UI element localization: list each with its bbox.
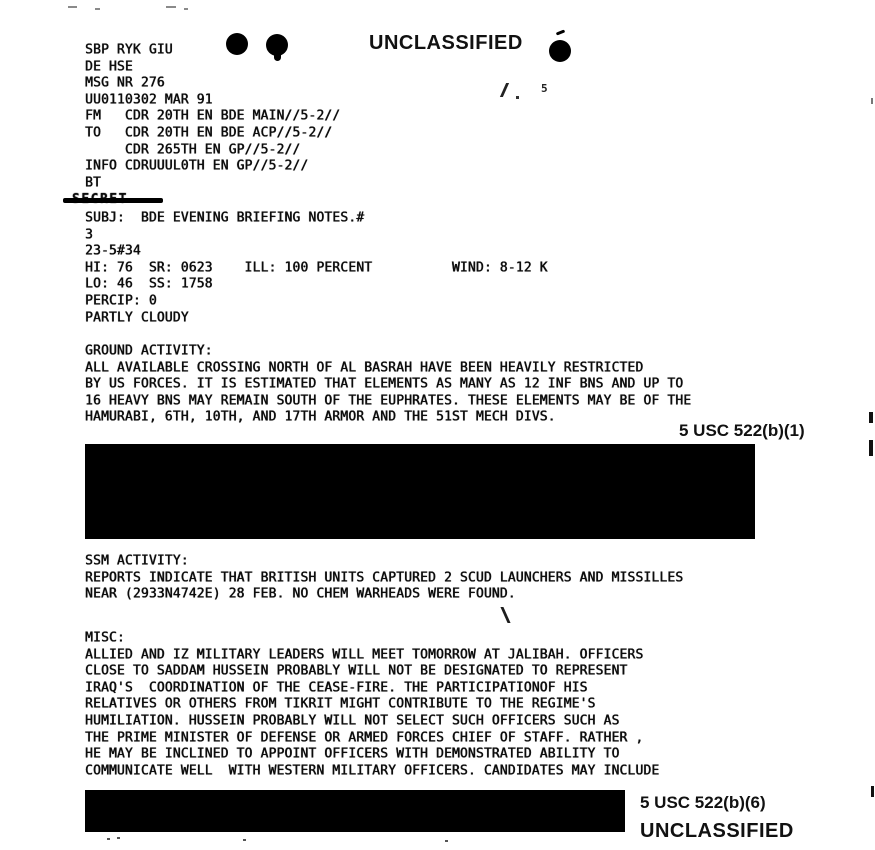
- scan-noise-dot: [243, 839, 246, 841]
- telex-line: UU0110302 MAR 91: [85, 91, 213, 108]
- scan-noise-glyph: 5: [541, 82, 548, 95]
- redaction-block-1: [85, 444, 755, 539]
- scan-noise-dot: [117, 837, 120, 839]
- ssm-activity-section: [85, 553, 683, 603]
- telex-line: BY US FORCES. IT IS ESTIMATED THAT ELEMENTS AS MANY AS 12 INF BNS AND UP TO: [85, 376, 684, 392]
- scan-edge-mark: [869, 440, 873, 456]
- scan-noise-dash: [68, 6, 77, 8]
- telex-line: MSG NR 276: [85, 75, 165, 91]
- telex-line: CLOSE TO SADDAM HUSSEIN PROBABLY WILL NOT BE DESIGNATED TO REPRESENT: [85, 663, 628, 679]
- telex-line: 23-5#34: [85, 243, 141, 259]
- telex-line: ALLIED AND IZ MILITARY LEADERS WILL MEET TOMORROW AT JALIBAH. OFFICERS: [85, 646, 644, 663]
- scan-edge-mark: [871, 786, 874, 797]
- ink-dot-icon: [549, 40, 571, 62]
- scan-noise-dot: [445, 840, 448, 842]
- telex-line: ALL AVAILABLE CROSSING NORTH OF AL BASRAH HAVE BEEN HEAVILY RESTRICTED: [85, 359, 644, 376]
- telex-line: PARTLY CLOUDY: [85, 309, 189, 326]
- telex-line: BT: [85, 174, 101, 191]
- subject-weather-block: [85, 210, 548, 326]
- telex-line: GROUND ACTIVITY:: [85, 343, 213, 359]
- misc-section: [85, 630, 659, 779]
- foia-exemption-label-1: 5 USC 522(b)(1): [679, 421, 805, 440]
- scan-noise-dash: [95, 8, 100, 10]
- telex-routing-header: [85, 42, 340, 191]
- telex-line: SBP RYK GIU: [85, 42, 173, 58]
- strike-line: [63, 198, 163, 203]
- scan-noise-backslash: [500, 607, 510, 623]
- scan-noise-slash: [500, 83, 509, 97]
- telex-line: PERCIP: 0: [85, 292, 157, 309]
- telex-line: HI: 76 SR: 0623 ILL: 100 PERCENT WIND: 8-12 K: [85, 259, 548, 276]
- telex-line: SSM ACTIVITY:: [85, 553, 189, 569]
- scan-noise-dot: [516, 96, 519, 99]
- struck-secret-classification: [63, 192, 163, 208]
- telex-line: REPORTS INDICATE THAT BRITISH UNITS CAPTURED 2 SCUD LAUNCHERS AND MISSILLES: [85, 569, 684, 586]
- classification-stamp-top: UNCLASSIFIED: [369, 32, 523, 54]
- foia-exemption-label-2: 5 USC 522(b)(6): [640, 793, 766, 812]
- telex-line: MISC:: [85, 630, 125, 646]
- telex-line: HE MAY BE INCLINED TO APPOINT OFFICERS WITH DEMONSTRATED ABILITY TO: [85, 746, 620, 762]
- classification-stamp-bottom: UNCLASSIFIED: [640, 820, 794, 842]
- ground-activity-section: [85, 343, 691, 426]
- telex-line: SUBJ: BDE EVENING BRIEFING NOTES.#: [85, 210, 365, 226]
- scan-noise-dash: [184, 8, 188, 10]
- telex-line: TO CDR 20TH EN BDE ACP//5-2//: [85, 124, 333, 141]
- scan-noise-dash: [166, 6, 176, 8]
- telex-line: INFO CDRUUUL0TH EN GP//5-2//: [85, 158, 309, 174]
- telex-line: THE PRIME MINISTER OF DEFENSE OR ARMED FORCES CHIEF OF STAFF. RATHER ,: [85, 729, 644, 746]
- telex-line: 16 HEAVY BNS MAY REMAIN SOUTH OF THE EUPHRATES. THESE ELEMENTS MAY BE OF THE: [85, 392, 692, 409]
- telex-line: 3: [85, 226, 93, 243]
- telex-line: HUMILIATION. HUSSEIN PROBABLY WILL NOT SELECT SUCH OFFICERS SUCH AS: [85, 712, 620, 729]
- telex-line: HAMURABI, 6TH, 10TH, AND 17TH ARMOR AND THE 51ST MECH DIVS.: [85, 409, 556, 425]
- telex-line: FM CDR 20TH EN BDE MAIN//5-2//: [85, 108, 341, 124]
- telex-line: LO: 46 SS: 1758: [85, 276, 213, 292]
- scan-edge-mark: [871, 98, 873, 104]
- scan-edge-mark: [869, 412, 873, 423]
- telex-line: CDR 265TH EN GP//5-2//: [85, 141, 301, 158]
- telex-line: DE HSE: [85, 58, 133, 75]
- telex-line: NEAR (2933N4742E) 28 FEB. NO CHEM WARHEADS WERE FOUND.: [85, 586, 516, 602]
- telex-line: COMMUNICATE WELL WITH WESTERN MILITARY OFFICERS. CANDIDATES MAY INCLUDE: [85, 762, 660, 779]
- redaction-block-2: [85, 790, 625, 832]
- telex-line: RELATIVES OR OTHERS FROM TIKRIT MIGHT CONTRIBUTE TO THE REGIME'S: [85, 696, 596, 712]
- telex-line: IRAQ'S COORDINATION OF THE CEASE-FIRE. THE PARTICIPATIONOF HIS: [85, 679, 588, 696]
- scan-noise-dot: [107, 838, 110, 840]
